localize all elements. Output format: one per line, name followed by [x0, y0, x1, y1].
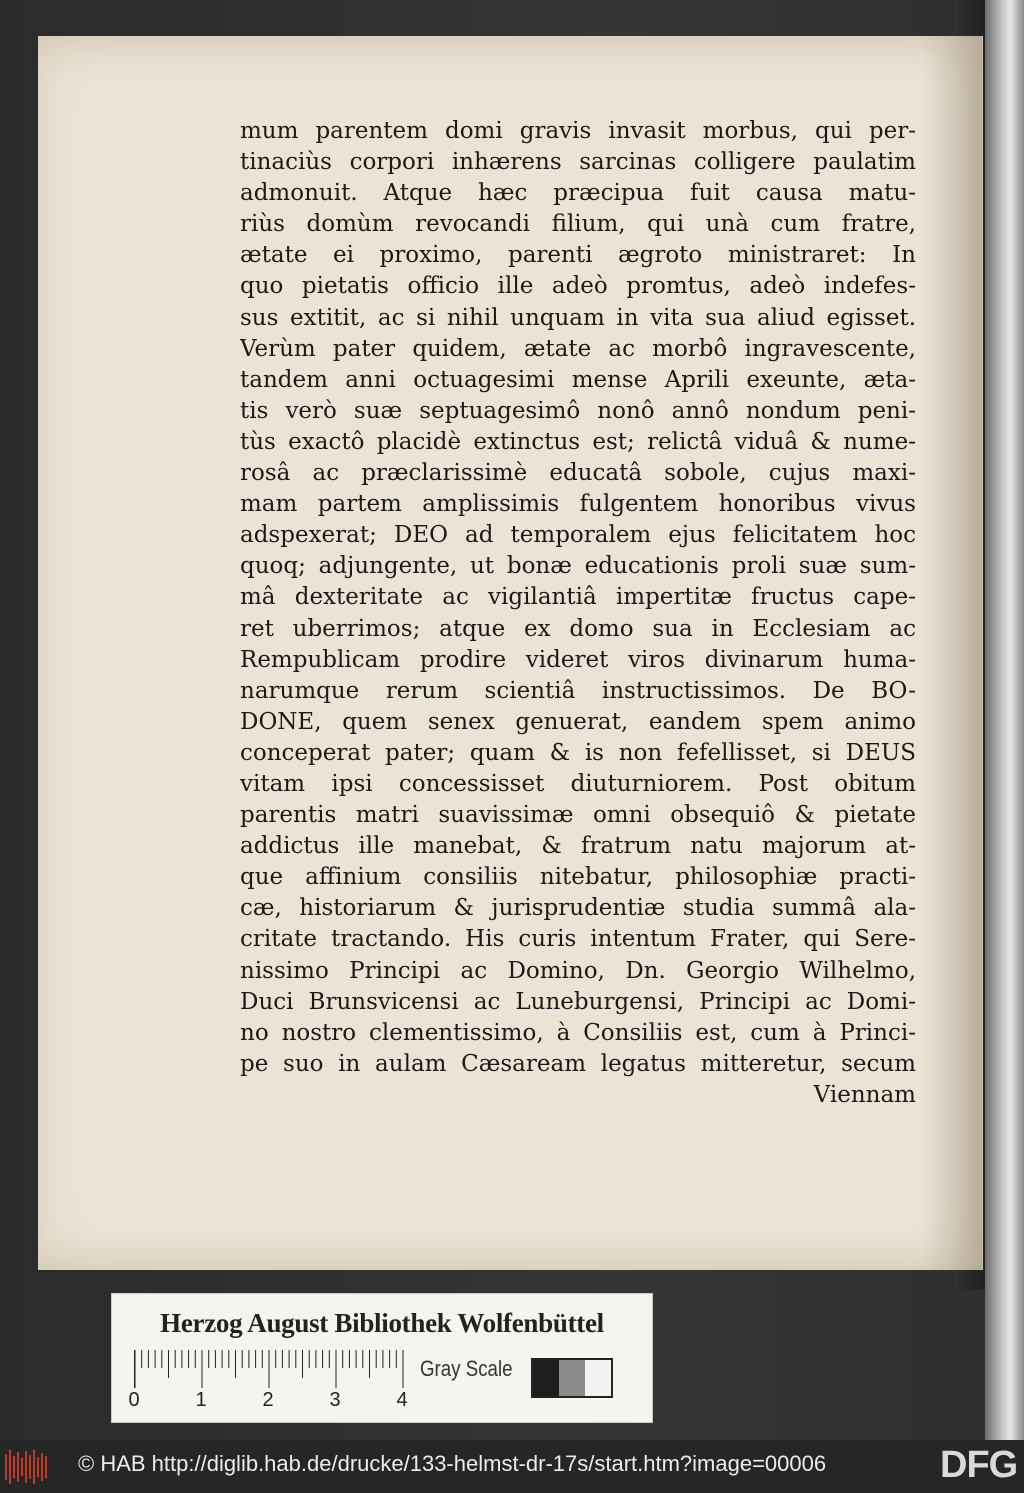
- ruler-number: 2: [262, 1389, 274, 1411]
- library-name: Herzog August Bibliothek Wolfenbüttel: [160, 1308, 604, 1338]
- text-line: ret uberrimos; atque ex domo sua in Ecclesiam ac: [240, 615, 916, 642]
- text-line: tis verò suæ septuagesimô nonô annô nondum peni-: [240, 397, 916, 424]
- grayscale-swatch: [531, 1358, 613, 1398]
- text-line: tùs exactô placidè extinctus est; relictâ viduâ & nume-: [240, 428, 916, 455]
- ruler-number: 4: [396, 1389, 408, 1411]
- swatch-mid: [559, 1360, 585, 1396]
- ruler-number: 0: [128, 1389, 140, 1411]
- text-line: tinaciùs corpori inhærens sarcinas colligere paulatim: [240, 149, 916, 176]
- text-line: que affinium consiliis nitebatur, philosophiæ practi-: [240, 864, 916, 891]
- text-line: pe suo in aulam Cæsaream legatus mitteretur, secum: [240, 1050, 916, 1077]
- copyright-url: © HAB http://diglib.hab.de/drucke/133-helmst-dr-17s/start.htm?image=00006: [78, 1451, 827, 1476]
- text-line: nissimo Principi ac Domino, Dn. Georgio Wilhelmo,: [240, 957, 916, 984]
- footer-bar: [0, 1440, 1024, 1493]
- text-line: Duci Brunsvicensi ac Luneburgensi, Principi ac Domi-: [240, 988, 916, 1015]
- text-line: no nostro clementissimo, à Consiliis est, cum à Princi-: [240, 1019, 916, 1046]
- text-line: parentis matri suavissimæ omni obsequiô & pietate: [240, 802, 916, 829]
- text-line: quo pietatis officio ille adeò promtus, adeò indefes-: [240, 273, 916, 300]
- text-line: mum parentem domi gravis invasit morbus, qui per-: [240, 118, 916, 144]
- text-line: cæ, historiarum & jurisprudentiæ studia summâ ala-: [240, 895, 916, 922]
- swatch-dark: [533, 1360, 559, 1396]
- hab-logo-icon: [4, 1450, 48, 1484]
- binding-strip: [985, 0, 1024, 1440]
- text-line: Verùm pater quidem, ætate ac morbô ingravescente,: [240, 335, 916, 362]
- text-line: DONE, quem senex genuerat, eandem spem animo: [240, 708, 916, 735]
- text-line: riùs domùm revocandi filium, qui unà cum fratre,: [240, 211, 916, 238]
- text-line: Rempublicam prodire videret viros divinarum huma-: [240, 646, 916, 673]
- ruler-number: 3: [329, 1389, 341, 1411]
- grayscale-label: Gray Scale: [420, 1356, 513, 1381]
- text-line: sus extitit, ac si nihil unquam in vita sua aliud egisset.: [240, 304, 916, 331]
- text-line: admonuit. Atque hæc præcipua fuit causa matu-: [240, 180, 916, 207]
- catchword: Viennam: [813, 1081, 916, 1108]
- text-line: critate tractando. His curis intentum Frater, qui Sere-: [240, 926, 916, 953]
- text-line: addictus ille manebat, & fratrum natu majorum at-: [240, 833, 916, 860]
- text-line: ætate ei proximo, parenti ægroto ministraret: In: [240, 242, 916, 269]
- text-line: adspexerat; DEO ad temporalem ejus felicitatem hoc: [240, 522, 916, 549]
- ruler-numbers: [128, 1389, 428, 1415]
- text-line: tandem anni octuagesimi mense Aprili exeunte, æta-: [240, 366, 916, 393]
- text-line: mam partem amplissimis fulgentem honoribus vivus: [240, 491, 916, 518]
- page-text: [240, 116, 916, 1111]
- text-line: rosâ ac præclarissimè educatâ sobole, cujus maxi-: [240, 460, 916, 487]
- text-line: mâ dexteritate ac vigilantiâ impertitæ fructus cape-: [240, 584, 916, 611]
- text-line: conceperat pater; quam & is non fefellisset, si DEUS: [240, 739, 916, 766]
- dfg-logo: DFG: [940, 1444, 1018, 1486]
- text-line: quoq; adjungente, ut bonæ educationis proli suæ sum-: [240, 553, 916, 580]
- ruler-scale: [134, 1350, 406, 1388]
- ruler-number: 1: [195, 1389, 207, 1411]
- library-label-card: [111, 1293, 653, 1423]
- swatch-light: [585, 1360, 611, 1396]
- text-line: narumque rerum scientiâ instructissimos. De BO-: [240, 677, 916, 704]
- text-line: vitam ipsi concessisset diuturniorem. Post obitum: [240, 770, 916, 797]
